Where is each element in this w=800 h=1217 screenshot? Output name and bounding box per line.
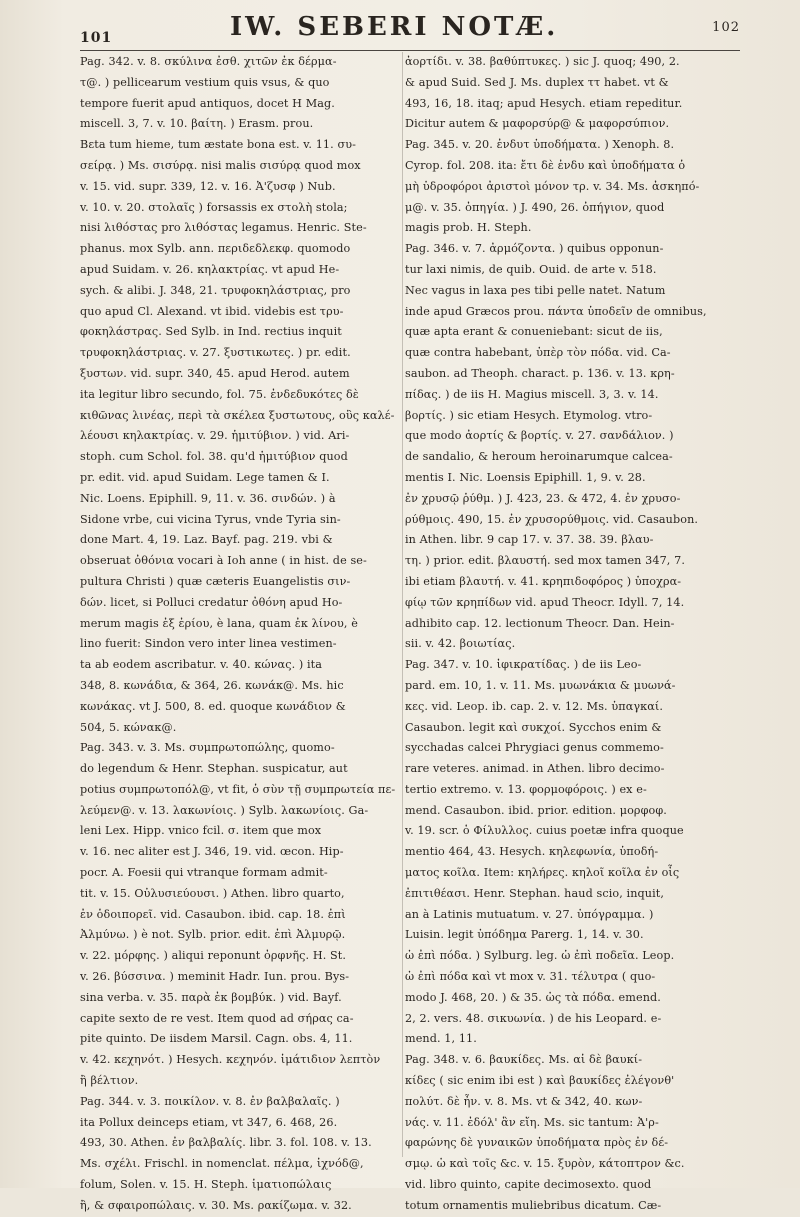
text-line: σείρᾳ. ) Ms. σισύρᾳ. nisi malis σισύρᾳ quod mox [80, 158, 361, 172]
text-line: leni Lex. Hipp. vnico fcil. σ. item que mox [80, 824, 322, 838]
text-line: de sandalio, & heroum heroinarumque calcea- [405, 450, 673, 464]
text-line: do legendum & Henr. Stephan. suspicatur, aut [80, 762, 348, 776]
text-line: quo apud Cl. Alexand. vt ibid. videbis est τρυ- [80, 304, 344, 318]
text-line: βορτίς. ) sic etiam Hesych. Etymolog. vtro- [405, 408, 653, 422]
text-line: nisi λιθόστας pro λιθόστας legamus. Henric. Ste- [80, 221, 367, 235]
text-line: ὡ ἐπὶ πόδα καὶ vt mox v. 31. τέλυτρα ( quo- [405, 970, 656, 984]
text-line: 493, 16, 18. itaq; apud Hesych. etiam repeditur. [405, 96, 683, 110]
text-line: sina verba. v. 35. παρὰ ἐκ βομβύκ. ) vid. Bayf. [80, 990, 342, 1004]
text-line: Nic. Loens. Epiphill. 9, 11. v. 36. σινδών. ) à [80, 491, 336, 505]
text-line: κίδες ( sic enim ibi est ) καὶ βαυκίδες ἐλέγονθ' [405, 1074, 675, 1088]
text-line: φοκηλάστρας. Sed Sylb. in Ind. rectius inquit [80, 325, 342, 339]
text-line: ta ab eodem ascribatur. v. 40. κώνας. ) ita [80, 658, 323, 672]
text-line: νάς. v. 11. ἐδόλ' ἂν εἴη. Ms. sic tantum: Ἀ'ρ- [405, 1115, 659, 1129]
right-column [405, 52, 740, 1212]
text-line: miscell. 3, 7. v. 10. βαίτη. ) Erasm. prou. [80, 117, 314, 131]
text-line: Bεta tum hieme, tum æstate bona est. v. 11. συ- [80, 138, 356, 152]
text-line: ξυστων. vid. supr. 340, 45. apud Herod. autem [80, 366, 350, 380]
text-line: Casaubon. legit καὶ συκχοί. Sycchos enim & [405, 720, 662, 734]
text-line: folum, Solen. v. 15. H. Steph. ἱματιοπώλαις [80, 1178, 332, 1192]
text-line: saubon. ad Theoph. charact. p. 136. v. 13. κρη- [405, 366, 675, 380]
text-line: Pag. 342. v. 8. σκύλινα ἐσθ. χιτῶν ἐκ δέρμα- [80, 55, 337, 68]
text-line: Cyrop. fol. 208. ita: ἔτι δὲ ἐνδυ καὶ ὑποδήματα ὁ [405, 158, 686, 172]
text-line: μ@. v. 35. ὀπηγία. ) J. 490, 26. ὀπήγιον, quod [405, 200, 665, 214]
left-column [80, 52, 400, 1212]
text-line: inde apud Græcos prou. πάντα ὑποδεῖν de omnibus, [405, 304, 707, 318]
text-line: τ@. ) pellicearum vestium quis vsus, & quo [80, 75, 330, 89]
text-line: κιθῶνας λινέας, περὶ τὰ σκέλεα ξυστωτους, οὓς καλέ- [80, 408, 395, 422]
text-line: quæ apta erant & conueniebant: sicut de iis, [405, 325, 663, 339]
text-line: pr. edit. vid. apud Suidam. Lege tamen & I. [80, 470, 330, 484]
text-line: πολύτ. δὲ ἦν. v. 8. Ms. vt & 342, 40. κων- [405, 1094, 643, 1108]
text-line: ἐν ὁδοιπορεῖ. vid. Casaubon. ibid. cap. 18. ἐπὶ [80, 907, 346, 921]
text-line: stoph. cum Schol. fol. 38. qu'd ἡμιτύβιον quod [80, 450, 348, 464]
text-line: v. 10. v. 20. στολαῖς ) forsassis ex στολὴ stola; [80, 200, 348, 214]
text-line: v. 16. nec aliter est J. 346, 19. vid. œcon. Hip- [80, 845, 344, 859]
text-line: τη. ) prior. edit. βλαυστή. sed mox tamen 347, 7. [405, 554, 685, 568]
page-number-left: 101 [80, 30, 113, 46]
text-line: tit. v. 15. Οὐλυσιεύουσι. ) Athen. libro quarto, [80, 886, 345, 900]
text-line: Pag. 346. v. 7. ἀρμόζοντα. ) quibus opponun- [405, 242, 664, 256]
text-line: φίῳ τῶν κρηπίδων vid. apud Theocr. Idyll. 7, 14. [405, 595, 685, 609]
page-number-right: 102 [712, 20, 740, 35]
text-line: Ms. σχέλι. Frischl. in nomenclat. πέλμα, ἰχνόδ@, [80, 1157, 364, 1171]
text-line: v. 22. μόρφης. ) aliqui reponunt ὀρφνῆς. H. St. [80, 949, 347, 963]
text-line: 504, 5. κώνακ@. [80, 720, 177, 734]
text-line: done Mart. 4, 19. Laz. Bayf. pag. 219. vbi & [80, 533, 333, 547]
text-line: pocr. A. Foesii qui vtranque formam admit- [80, 866, 328, 880]
text-line: Dicitur autem & μαφορσύρ@ & μαφορσύπιον. [405, 117, 670, 131]
text-line: 2, 2. vers. 48. σικυωνία. ) de his Leopard. e- [405, 1011, 662, 1025]
text-line: vid. libro quinto, capite decimosexto. quod [405, 1178, 652, 1192]
text-line: Sidone vrbe, cui vicina Tyrus, vnde Tyria sin- [80, 512, 341, 526]
text-line: tempore fuerit apud antiquos, docet H Mag. [80, 96, 335, 110]
text-line: adhibito cap. 12. lectionum Theocr. Dan. Hein- [405, 616, 675, 630]
text-line: v. 15. vid. supr. 339, 12. v. 16. Ἀ'ζυσφ ) Nub. [80, 179, 336, 193]
text-line: ita Pollux deinceps etiam, vt 347, 6. 468, 26. [80, 1115, 338, 1129]
text-line: ἀορτίδι. v. 38. βαθύπτυκες. ) sic J. quoq; 490, 2. [405, 55, 680, 68]
text-line: sii. v. 42. βοιωτίας. [405, 637, 516, 651]
text-line: φαρώνης δὲ γυναικῶν ὑποδήματα πρὸς ἐν δέ- [405, 1136, 669, 1150]
text-line: lino fuerit: Sindon vero inter linea vestimen- [80, 637, 337, 651]
text-line: v. 42. κεχηνότ. ) Hesych. κεχηνόν. ἱμάτιδιον λεπτὸν [80, 1053, 381, 1067]
text-line: Luisin. legit ὑπόδημα Parerg. 1, 14. v. 30. [405, 928, 644, 942]
text-line: Pag. 343. v. 3. Ms. συμπρωτοπώλης, quomo- [80, 741, 335, 755]
text-line: capite sexto de re vest. Item quod ad σήρας ca- [80, 1011, 354, 1025]
text-line: λεύμεν@. v. 13. λακωνίοις. ) Sylb. λακωνίοις. Ga- [80, 803, 369, 817]
running-title: IW. SEBERI NOTÆ. [230, 12, 559, 42]
text-line: apud Suidam. v. 26. κηλακτρίας. vt apud He- [80, 262, 340, 276]
text-line: ὡ ἐπὶ πόδα. ) Sylburg. leg. ὡ ἐπὶ ποδεῖα. Leop. [405, 949, 675, 963]
text-line: v. 26. βύσσινα. ) meminit Hadr. Iun. prou. Bys- [80, 970, 350, 984]
text-line: v. 19. scr. ὁ Φίλυλλος. cuius poetæ infra quoque [405, 824, 684, 838]
text-line: obseruat ὀθόνια vocari à Ioh anne ( in hist. de se- [80, 554, 367, 568]
text-line: μὴ ὑδροφόροι ἀριστοὶ μόνον τρ. v. 34. Ms. ἀσκηπό- [405, 179, 700, 193]
text-line: Pag. 347. v. 10. ἰφικρατίδας. ) de iis Leo- [405, 658, 642, 672]
text-line: ita legitur libro secundo, fol. 75. ἐνδεδυκότες δὲ [80, 387, 359, 401]
text-line: 493, 30. Athen. ἐν βαλβαλίς. libr. 3. fol. 108. v. 13. [80, 1136, 372, 1150]
text-line: σμῳ. ὡ καὶ τοῖς &c. v. 15. ξυρὸν, κάτοπτρον &c. [405, 1157, 685, 1171]
text-line: ἢ, & σφαιροπώλαις. v. 30. Ms. ρακίζωμα. v. 32. [80, 1198, 352, 1212]
text-line: rare veteres. animad. in Athen. libro decimo- [405, 762, 665, 776]
text-line: Pag. 345. v. 20. ἐνδυτ ὑποδήματα. ) Xenoph. 8. [405, 138, 675, 152]
text-line: merum magis ἐξ ἐρίου, è lana, quam ἐκ λίνου, è [80, 616, 358, 630]
text-line: & apud Suid. Sed J. Ms. duplex ττ habet. vt & [405, 75, 669, 89]
text-line: Pag. 348. v. 6. βαυκίδες. Ms. αἱ δὲ βαυκί- [405, 1053, 643, 1067]
text-line: mentio 464, 43. Hesych. κηλεφωνία, ὑποδή- [405, 845, 659, 859]
text-line: quæ contra habebant, ὑπὲρ τὸν πόδα. vid. Ca- [405, 346, 671, 360]
text-line: phanus. mox Sylb. ann. περιδεδλεκφ. quomodo [80, 242, 351, 256]
text-line: sych. & alibi. J. 348, 21. τρυφοκηλάστριας, pro [80, 283, 351, 297]
text-line: tur laxi nimis, de quib. Ouid. de arte v. 518. [405, 262, 657, 276]
text-line: mentis I. Nic. Loensis Epiphill. 1, 9. v. 28. [405, 470, 646, 484]
text-line: modo J. 468, 20. ) & 35. ὡς τὰ πόδα. emend. [405, 990, 661, 1004]
text-line: δών. licet, si Polluci credatur ὀθόνη apud Ho- [80, 595, 343, 609]
text-line: ἐν χρυσῷ ῥύθμ. ) J. 423, 23. & 472, 4. ἐν χρυσο- [405, 491, 681, 505]
text-line: mend. Casaubon. ibid. prior. edition. μορφοφ. [405, 803, 667, 817]
text-line: pite quinto. De iisdem Marsil. Cagn. obs. 4, 11. [80, 1032, 353, 1046]
text-line: pultura Christi ) quæ cæteris Euangelistis σιν- [80, 574, 351, 588]
text-line: Pag. 344. v. 3. ποικίλον. v. 8. ἐν βαλβαλαῖς. ) [80, 1094, 340, 1108]
text-line: ματος κοῖλα. Item: κηλήρες. κηλοῖ κοῖλα ἐν οἷς [405, 866, 680, 880]
text-line: ibi etiam βλαυτή. v. 41. κρηπιδοφόρος ) ὑποχρα- [405, 574, 682, 588]
text-line: tertio extremo. v. 13. φορμοφόροις. ) ex e- [405, 782, 647, 796]
text-line: an à Latinis mutuatum. v. 27. ὑπόγραμμα. ) [405, 907, 654, 921]
page-header [80, 10, 740, 51]
text-line: 348, 8. κωνάδια, & 364, 26. κωνάκ@. Ms. hic [80, 678, 344, 692]
text-line: ρύθμοις. 490, 15. ἐν χρυσορύθμοις. vid. Casaubon. [405, 512, 699, 526]
text-line: τρυφοκηλάστριας. v. 27. ξυστικωτες. ) pr. edit. [80, 346, 351, 360]
text-line: magis prob. H. Steph. [405, 221, 532, 235]
text-line: Nec vagus in laxa pes tibi pelle natet. Natum [405, 283, 666, 297]
text-line: ἢ βέλτιον. [80, 1074, 139, 1088]
text-line: mend. 1, 11. [405, 1032, 477, 1046]
text-line: πίδας. ) de iis H. Magius miscell. 3, 3. v. 14. [405, 387, 659, 401]
text-line: in Athen. libr. 9 cap 17. v. 37. 38. 39. βλαυ- [405, 533, 654, 547]
text-line: potius συμπρωτοπόλ@, vt fit, ὁ σὺν τῇ συμπρωτεία πε- [80, 782, 396, 796]
text-line: κες. vid. Leop. ib. cap. 2. v. 12. Ms. ὑπαγκαί. [405, 699, 664, 713]
text-line: κωνάκας. vt J. 500, 8. ed. quoque κωνάδιον & [80, 699, 346, 713]
text-line: totum ornamentis muliebribus dicatum. Cæ- [405, 1198, 662, 1212]
text-line: ἐπιτιθέασι. Henr. Stephan. haud scio, inquit, [405, 886, 664, 900]
text-line: pard. em. 10, 1. v. 11. Ms. μυωνάκια & μυωνά- [405, 678, 676, 692]
text-line: sycchadas calcei Phrygiaci genus commemo- [405, 741, 664, 755]
text-line: que modo ἀορτίς & βορτίς. v. 27. σανδάλιον. ) [405, 429, 674, 443]
text-line: Ἀλμύνω. ) è not. Sylb. prior. edit. ἐπὶ Ἀλμυρῷ. [80, 928, 346, 942]
text-line: λέουσι κηλακτρίας. v. 29. ἡμιτύβιον. ) vid. Ari- [80, 429, 350, 443]
column-gutter [402, 52, 403, 1157]
